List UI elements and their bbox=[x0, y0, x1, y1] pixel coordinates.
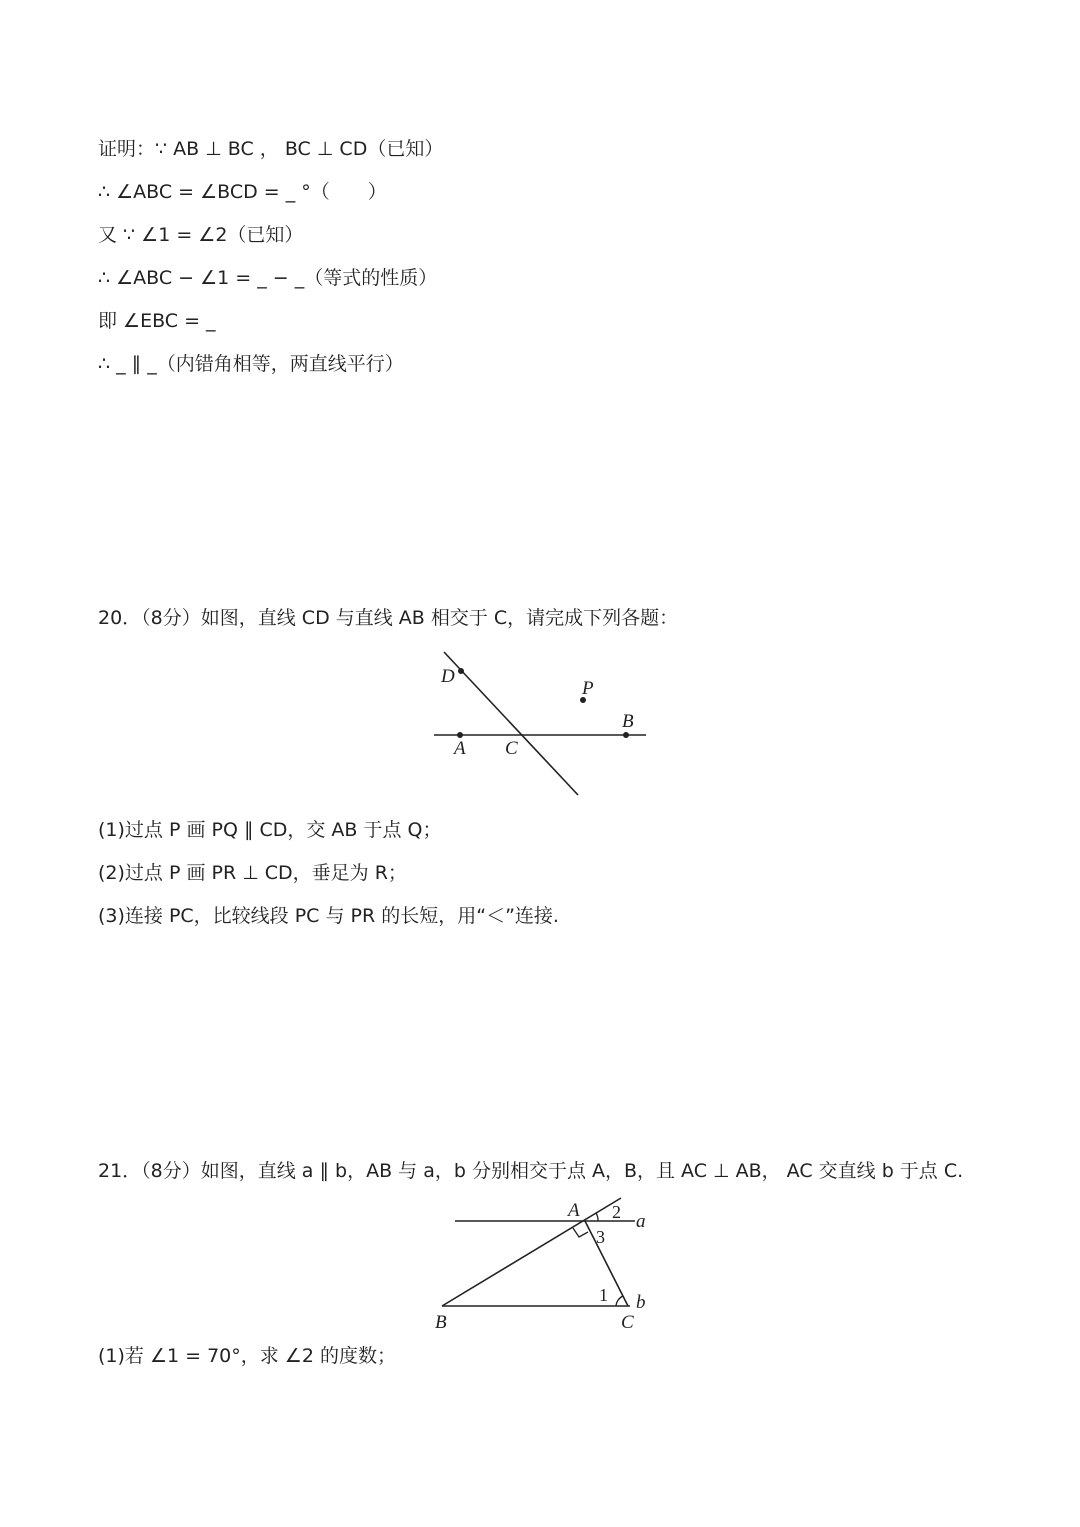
proof-line-4: ∴ ∠ABC − ∠1 = _ − _（等式的性质） bbox=[98, 267, 438, 289]
right-angle-mark bbox=[573, 1228, 588, 1237]
proof-line-1: 证明：∵ AB ⊥ BC ， BC ⊥ CD（已知） bbox=[98, 138, 444, 160]
q20-part-1: (1)过点 P 画 PQ ∥ CD，交 AB 于点 Q； bbox=[98, 819, 442, 841]
proof-line-6: ∴ _ ∥ _（内错角相等，两直线平行） bbox=[98, 353, 404, 375]
label-line-a: a bbox=[636, 1211, 646, 1232]
label-line-b: b bbox=[636, 1292, 646, 1313]
segment-ba-extended bbox=[442, 1198, 621, 1306]
label-angle-1: 1 bbox=[599, 1285, 608, 1305]
label-a-point: A bbox=[568, 1200, 580, 1221]
label-b-point: B bbox=[435, 1312, 447, 1333]
point-b bbox=[623, 732, 629, 738]
label-d: D bbox=[441, 666, 455, 687]
q20-part-2: (2)过点 P 画 PR ⊥ CD，垂足为 R； bbox=[98, 862, 407, 884]
angle-1-arc bbox=[616, 1296, 623, 1306]
label-p: P bbox=[582, 678, 594, 699]
label-angle-3: 3 bbox=[596, 1227, 605, 1247]
line-cd bbox=[444, 652, 578, 795]
q20-part-3: (3)连接 PC，比较线段 PC 与 PR 的长短，用“＜”连接. bbox=[98, 905, 559, 927]
label-angle-2: 2 bbox=[612, 1202, 621, 1222]
label-c-point: C bbox=[621, 1312, 634, 1333]
proof-line-2: ∴ ∠ABC = ∠BCD = _ °（ ） bbox=[98, 181, 387, 203]
proof-line-3: 又 ∵ ∠1 = ∠2（已知） bbox=[98, 224, 304, 246]
label-b: B bbox=[622, 711, 634, 732]
angle-2-arc bbox=[596, 1213, 598, 1221]
point-d bbox=[458, 668, 464, 674]
label-a: A bbox=[454, 738, 466, 759]
q20-figure bbox=[420, 640, 660, 805]
label-c: C bbox=[505, 738, 518, 759]
proof-line-5: 即 ∠EBC = _ bbox=[98, 310, 216, 332]
q21-part-1: (1)若 ∠1 = 70°，求 ∠2 的度数； bbox=[98, 1345, 396, 1367]
q21-figure bbox=[430, 1190, 660, 1335]
q20-stem: 20．（8分）如图，直线 CD 与直线 AB 相交于 C，请完成下列各题： bbox=[98, 607, 679, 629]
q21-stem: 21．（8分）如图，直线 a ∥ b，AB 与 a，b 分别相交于点 A，B，且 AC ⊥ AB， AC 交直线 b 于点 C. bbox=[98, 1160, 964, 1182]
